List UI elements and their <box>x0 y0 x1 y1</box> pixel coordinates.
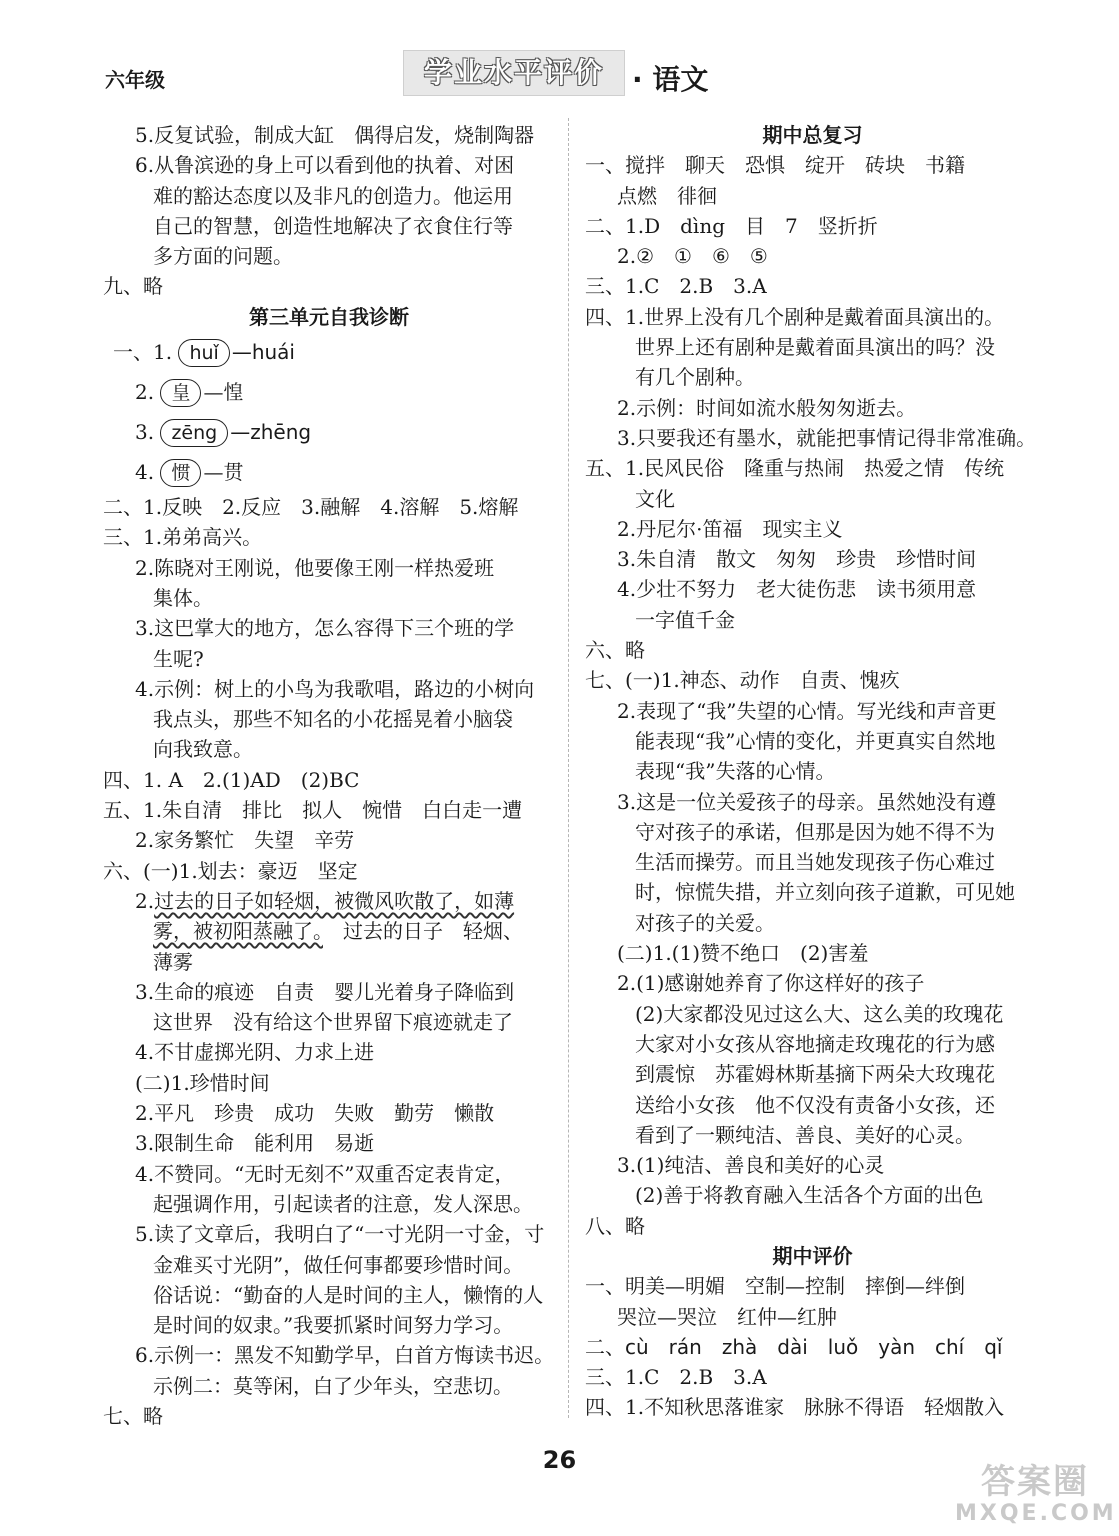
answer-line: 2.家务繁忙 失望 辛劳 <box>135 828 355 853</box>
watermark-url: MXQE.COM <box>955 1501 1117 1526</box>
answer-line: 送给小女孩 他不仅没有责备小女孩，还 <box>635 1092 995 1117</box>
section-title: 第三单元自我诊断 <box>249 304 409 329</box>
answer-line: 6.从鲁滨逊的身上可以看到他的执着、对困 <box>135 153 515 178</box>
answer-line: 2.丹尼尔·笛福 现实主义 <box>617 516 843 541</box>
answer-line: 二、cù rán zhà dài luǒ yàn chí qǐ <box>585 1334 1003 1359</box>
question-number: 2. <box>135 888 155 913</box>
book-title-banner: 学业水平评价 <box>403 50 625 96</box>
column-divider <box>568 118 569 1418</box>
page-header <box>0 0 1119 110</box>
answer-line: 薄雾 <box>153 949 193 974</box>
answer-line: 多方面的问题。 <box>153 244 293 269</box>
answer-line: (二)1.珍惜时间 <box>135 1070 270 1095</box>
answer-line: 一、明美—明媚 空制—控制 摔倒—绊倒 <box>585 1274 965 1299</box>
circled-answer: zēng <box>160 419 228 447</box>
question-number: 4. <box>135 460 155 485</box>
answer-line: 4.示例：树上的小鸟为我歌唱，路边的小树向 <box>135 676 535 701</box>
answer-line: 对孩子的关爱。 <box>635 910 775 935</box>
answer-line <box>103 452 555 492</box>
answer-line: 世界上还有剧种是戴着面具演出的吗？没 <box>635 335 995 360</box>
answer-line: 4.少壮不努力 老大徒伤悲 读书须用意 <box>617 577 977 602</box>
answer-line: 三、1.C 2.B 3.A <box>585 1365 767 1390</box>
answer-line: 2.② ① ⑥ ⑤ <box>617 244 768 269</box>
section-title: 期中评价 <box>772 1243 853 1268</box>
answer-line <box>103 332 555 372</box>
answer-line: 五、1.民风民俗 隆重与热闹 热爱之情 传统 <box>585 456 1005 481</box>
answer-line: 我点头，那些不知名的小花摇晃着小脑袋 <box>153 707 513 732</box>
answer-line: 六、略 <box>585 638 645 663</box>
answer-line: 是时间的奴隶。”我要抓紧时间努力学习。 <box>153 1313 514 1338</box>
answer-line: 集体。 <box>153 585 213 610</box>
answer-line: 表现“我”失落的心情。 <box>635 759 836 784</box>
answer-line: 2.平凡 珍贵 成功 失败 勤劳 懒散 <box>135 1101 495 1126</box>
answer-line: 示例二：莫等闲，白了少年头，空悲切。 <box>153 1373 513 1398</box>
answer-line: 二、1.反映 2.反应 3.融解 4.溶解 5.熔解 <box>103 495 519 520</box>
answer-text: 过去的日子 轻烟、 <box>323 919 523 944</box>
watermark-logo <box>955 1462 1115 1532</box>
answer-line: 大家对小女孩从容地摘走玫瑰花的行为感 <box>635 1031 995 1056</box>
answer-line: 3.(1)纯洁、善良和美好的心灵 <box>617 1153 885 1178</box>
answer-line: 俗话说：“勤奋的人是时间的主人，懒惰的人 <box>153 1282 544 1307</box>
section-title: 期中总复习 <box>762 123 863 147</box>
subject-label: · 语文 <box>632 63 709 96</box>
answer-line: 二、1.D dìng 目 7 竖折折 <box>585 213 878 238</box>
answer-line: 九、略 <box>103 274 163 299</box>
answer-line: 6.示例一：黑发不知勤学早，白首方悔读书迟。 <box>135 1343 555 1368</box>
grade-label: 六年级 <box>105 68 165 92</box>
watermark-text: 答案圈 <box>981 1462 1089 1502</box>
answer-line: 难的豁达态度以及非凡的创造力。他运用 <box>153 183 513 208</box>
question-number: 一、1. <box>113 340 173 365</box>
answer-line: 看到了一颗纯洁、善良、美好的心灵。 <box>635 1122 975 1147</box>
answer-line: 3.朱自清 散文 匆匆 珍贵 珍惜时间 <box>617 547 977 572</box>
answer-text: —惶 <box>203 380 244 405</box>
answer-line: 起强调作用，引起读者的注意，发人深思。 <box>153 1191 533 1216</box>
answer-line: 5.读了文章后，我明白了“一寸光阴一寸金，寸 <box>135 1222 545 1247</box>
answer-line: 5.反复试验，制成大缸 偶得启发，烧制陶器 <box>135 123 535 147</box>
answer-line: 三、1.C 2.B 3.A <box>585 274 767 299</box>
answer-line: 哭泣—哭泣 红仲—红肿 <box>617 1304 837 1329</box>
answer-line: 一、搅拌 聊天 恐惧 绽开 砖块 书籍 <box>585 153 965 178</box>
answer-line: 3.这是一位关爱孩子的母亲。虽然她没有遵 <box>617 789 997 814</box>
answer-line: 六、(一)1.划去：豪迈 坚定 <box>103 858 358 883</box>
answer-line: 四、1.不知秋思落谁家 脉脉不得语 轻烟散入 <box>585 1395 1005 1420</box>
answer-line: 五、1.朱自清 排比 拟人 惋惜 白白走一遭 <box>103 798 523 823</box>
left-column <box>103 120 555 1431</box>
answer-line: 2.示例：时间如流水般匆匆逝去。 <box>617 395 917 420</box>
answer-line: 2.陈晓对王刚说，他要像王刚一样热爱班 <box>135 555 495 580</box>
answer-line: 一字值千金 <box>635 607 735 632</box>
answer-line: 到震惊 苏霍姆林斯基摘下两朵大玫瑰花 <box>635 1062 995 1087</box>
answer-line: 三、1.弟弟高兴。 <box>103 525 263 550</box>
question-number: 2. <box>135 380 155 405</box>
answer-line: 七、略 <box>103 1403 163 1428</box>
answer-line: 有几个剧种。 <box>635 365 755 390</box>
answer-line: (2)大家都没见过这么大、这么美的玫瑰花 <box>635 1001 1004 1026</box>
answer-line: 3.限制生命 能利用 易逝 <box>135 1131 375 1156</box>
answer-text: —zhēng <box>230 420 312 445</box>
answer-line: 金难买寸光阴”，做任何事都要珍惜时间。 <box>153 1252 524 1277</box>
answer-line: 4.不赞同。“无时无刻不”双重否定表肯定， <box>135 1161 515 1186</box>
answer-line: 八、略 <box>585 1213 645 1238</box>
answer-line: 4.不甘虚掷光阴、力求上进 <box>135 1040 375 1065</box>
underlined-sentence: 雾，被初阳蒸融了。 <box>153 919 323 944</box>
answer-line: 3.生命的痕迹 自责 婴儿光着身子降临到 <box>135 979 515 1004</box>
circled-answer: 惯 <box>160 459 201 487</box>
answer-line <box>103 916 555 946</box>
answer-line: 能表现“我”心情的变化，并更真实自然地 <box>635 728 996 753</box>
page-number: 26 <box>542 1446 577 1474</box>
answer-line: 向我致意。 <box>153 737 253 762</box>
answer-text: —huái <box>231 340 295 365</box>
answer-line <box>103 886 555 916</box>
answer-line: 时，惊慌失措，并立刻向孩子道歉，可见她 <box>635 880 1015 905</box>
circled-answer: huǐ <box>178 339 229 367</box>
answer-line: (2)善于将教育融入生活各个方面的出色 <box>635 1183 984 1208</box>
answer-line: 四、1.世界上没有几个剧种是戴着面具演出的。 <box>585 304 1005 329</box>
answer-line: 自己的智慧，创造性地解决了衣食住行等 <box>153 213 513 238</box>
question-number: 3. <box>135 420 155 445</box>
answer-line: 3.这巴掌大的地方，怎么容得下三个班的学 <box>135 616 515 641</box>
circled-answer: 皇 <box>160 379 201 407</box>
answer-line: 文化 <box>635 486 675 511</box>
right-column <box>585 120 1040 1423</box>
answer-line <box>103 372 555 412</box>
answer-line: 生呢? <box>153 646 204 671</box>
answer-line: 这世界 没有给这个世界留下痕迹就走了 <box>153 1010 513 1035</box>
answer-text: —贯 <box>203 460 244 485</box>
answer-line: 3.只要我还有墨水，就能把事情记得非常准确。 <box>617 425 1037 450</box>
answer-line: 守对孩子的承诺，但那是因为她不得不为 <box>635 819 995 844</box>
answer-line: 2.(1)感谢她养育了你这样好的孩子 <box>617 971 925 996</box>
answer-line: (二)1.(1)赞不绝口 (2)害羞 <box>617 941 869 966</box>
answer-line: 点燃 徘徊 <box>617 183 717 208</box>
answer-line: 生活而操劳。而且当她发现孩子伤心难过 <box>635 850 995 875</box>
answer-line: 七、(一)1.神态、动作 自责、愧疚 <box>585 668 900 693</box>
answer-line: 2.表现了“我”失望的心情。写光线和声音更 <box>617 698 997 723</box>
answer-line: 四、1. A 2.(1)AD (2)BC <box>103 767 360 792</box>
answer-line <box>103 412 555 452</box>
underlined-sentence: 过去的日子如轻烟，被微风吹散了，如薄 <box>154 888 515 913</box>
